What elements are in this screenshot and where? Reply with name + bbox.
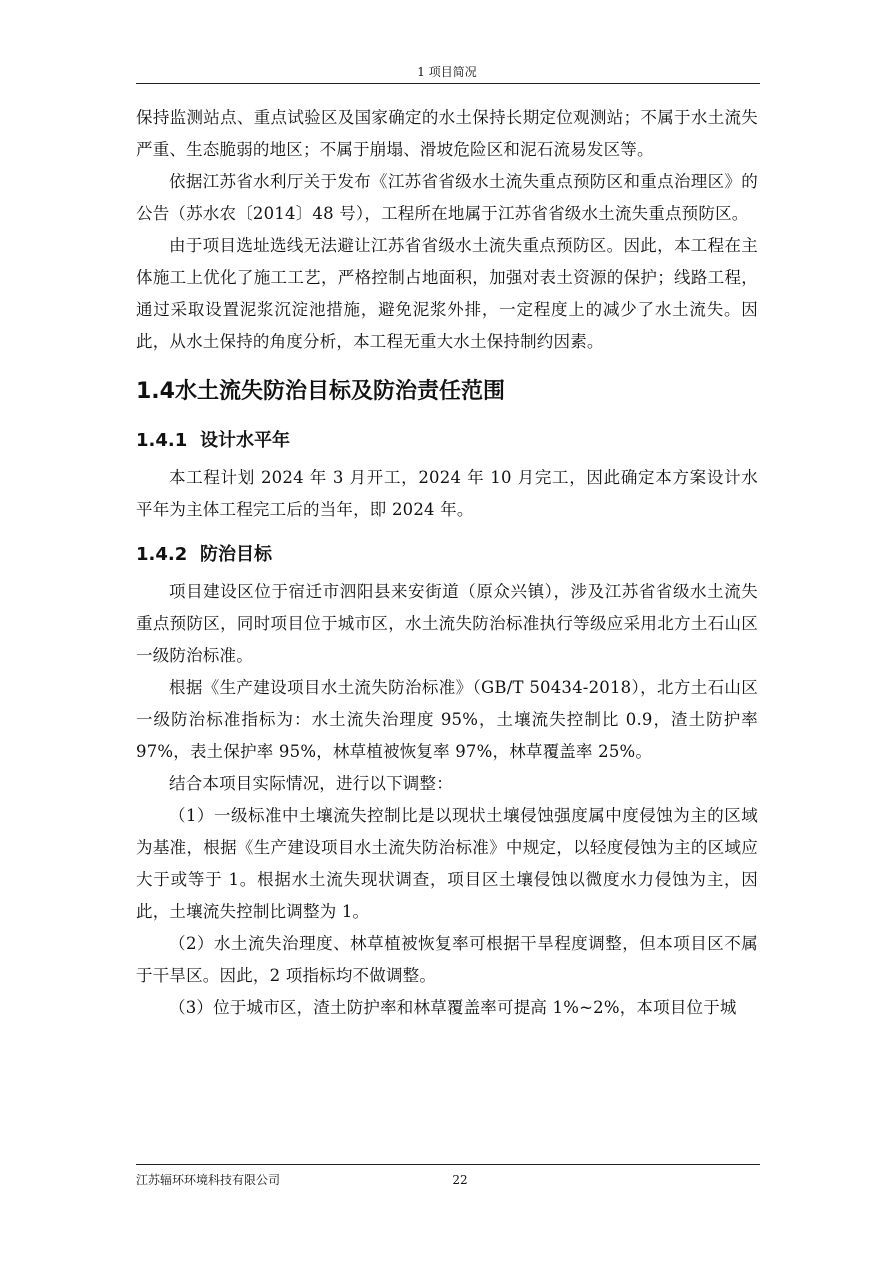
page-body — [136, 102, 758, 1024]
subsection-title: 设计水平年 — [200, 430, 290, 451]
subsection-title: 防治目标 — [200, 544, 272, 565]
paragraph-item-2: （2）水土流失治理度、林草植被恢复率可根据干旱程度调整，但本项目区不属于干旱区。因此，2 项指标均不做调整。 — [136, 934, 758, 985]
paragraph-item-3: （3）位于城市区，渣土防护率和林草覆盖率可提高 1%~2%，本项目位于城 — [169, 998, 737, 1017]
paragraph-item-1: （1）一级标准中土壤流失控制比是以现状土壤侵蚀强度属中度侵蚀为主的区域为基准，根据《生产建设项目水土流失防治标准》中规定，以轻度侵蚀为主的区域应大于或等于 1。根据水土流失现状调查，项目区土壤侵蚀以微度水力侵蚀为主，因此，土壤流失控制比调整为 1。 — [136, 806, 758, 921]
subsection-heading-2 — [136, 538, 758, 572]
paragraph: 由于项目选址选线无法避让江苏省省级水土流失重点预防区。因此，本工程在主体施工上优化了施工工艺，严格控制占地面积，加强对表土资源的保护；线路工程，通过采取设置泥浆沉淀池措施，避免泥浆外排，一定程度上的减少了水土流失。因此，从水土保持的角度分析，本工程无重大水土保持制约因素。 — [136, 236, 758, 351]
page-number: 22 — [452, 1173, 468, 1187]
subsection-number: 1.4.1 — [136, 430, 188, 451]
header-divider — [136, 83, 760, 84]
paragraph: 依据江苏省水利厅关于发布《江苏省省级水土流失重点预防区和重点治理区》的公告（苏水农〔2014〕48 号），工程所在地属于江苏省省级水土流失重点预防区。 — [136, 172, 758, 223]
paragraph: 结合本项目实际情况，进行以下调整： — [169, 774, 453, 793]
running-header: 1 项目简况 — [417, 65, 477, 79]
paragraph: 根据《生产建设项目水土流失防治标准》（GB/T 50434-2018），北方土石山区一级防治标准指标为：水土流失治理度 95%，土壤流失控制比 0.9，渣土防护率 97%，表土保护率 95%，林草植被恢复率 97%，林草覆盖率 25%。 — [136, 678, 758, 761]
paragraph: 项目建设区位于宿迁市泗阳县来安街道（原众兴镇），涉及江苏省省级水土流失重点预防区，同时项目位于城市区，水土流失防治标准执行等级应采用北方土石山区一级防治标准。 — [136, 582, 758, 665]
paragraph-continued: 保持监测站点、重点试验区及国家确定的水土保持长期定位观测站；不属于水土流失严重、生态脆弱的地区；不属于崩塌、滑坡危险区和泥石流易发区等。 — [136, 108, 758, 159]
footer-company: 江苏辐环环境科技有限公司 — [136, 1173, 281, 1187]
footer-divider — [136, 1164, 760, 1165]
section-heading: 1.4水土流失防治目标及防治责任范围 — [136, 379, 505, 404]
subsection-number: 1.4.2 — [136, 544, 188, 565]
subsection-heading-1 — [136, 424, 758, 458]
paragraph: 本工程计划 2024 年 3 月开工，2024 年 10 月完工，因此确定本方案设计水平年为主体工程完工后的当年，即 2024 年。 — [136, 468, 758, 519]
